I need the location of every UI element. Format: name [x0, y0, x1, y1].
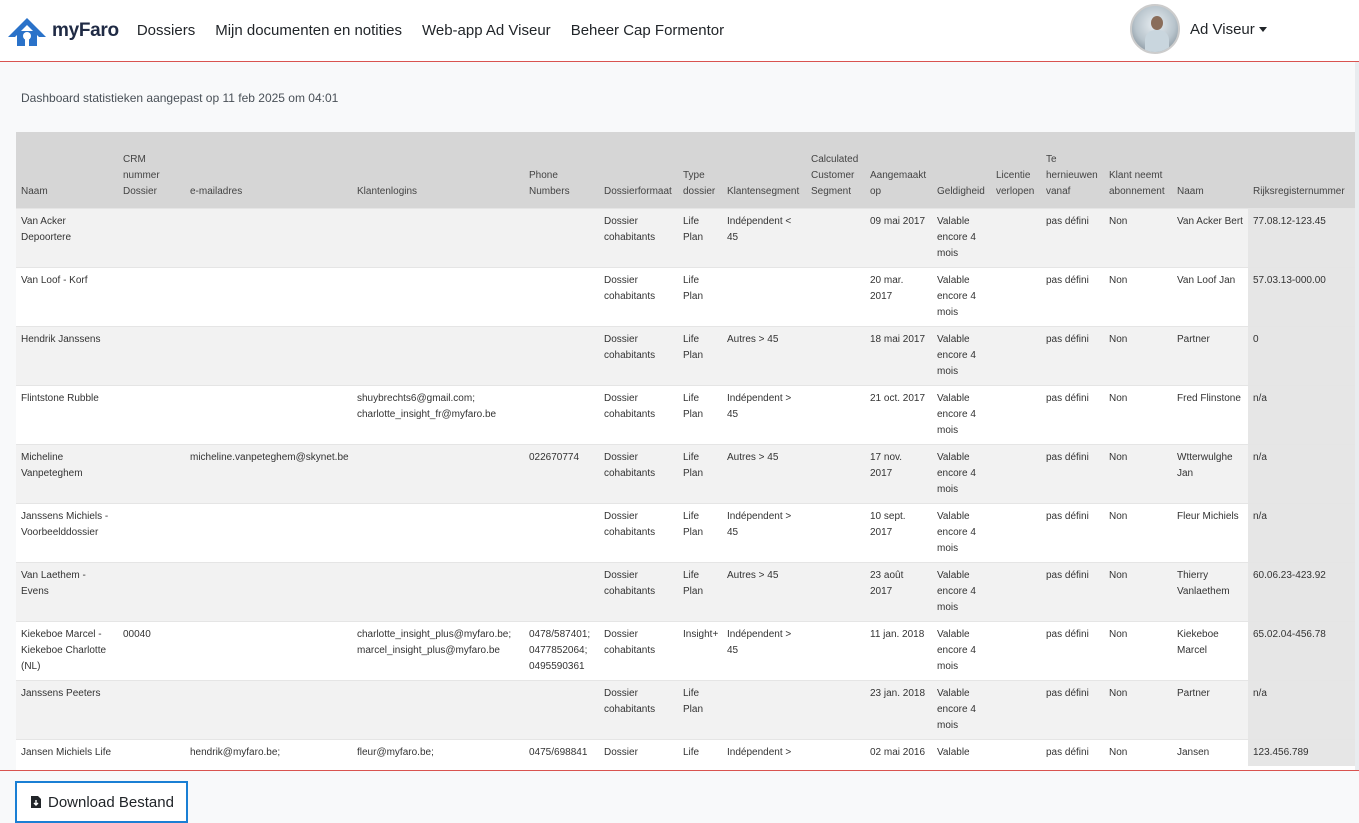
table-cell: Dossier [599, 739, 678, 766]
table-cell: 02 mai 2016 [865, 739, 932, 766]
table-cell: Indépendent < 45 [722, 208, 806, 267]
user-menu[interactable] [1130, 4, 1267, 54]
table-cell: Non [1104, 739, 1172, 766]
main-nav [127, 22, 734, 39]
table-cell [185, 621, 352, 680]
table-row[interactable] [16, 621, 1355, 680]
table-cell [524, 326, 599, 385]
column-header[interactable]: Dossierformaat [599, 132, 678, 208]
table-cell [806, 444, 865, 503]
column-header[interactable]: e-mailadres [185, 132, 352, 208]
table-body [16, 208, 1355, 766]
column-header[interactable]: Phone Numbers [524, 132, 599, 208]
table-cell [118, 326, 185, 385]
table-cell [185, 267, 352, 326]
table-cell [352, 444, 524, 503]
page-scrollbar[interactable] [1355, 62, 1359, 770]
table-cell [352, 208, 524, 267]
table-cell: Life Plan [678, 680, 722, 739]
table-cell: 00040 [118, 621, 185, 680]
table-cell: Fleur Michiels [1172, 503, 1248, 562]
table-cell: Indépendent > [722, 739, 806, 766]
table-cell [352, 562, 524, 621]
table-cell [806, 680, 865, 739]
file-download-icon [30, 795, 42, 809]
table-cell: Indépendent > 45 [722, 385, 806, 444]
table-cell: pas défini [1041, 385, 1104, 444]
table-cell: Kiekeboe Marcel - Kiekeboe Charlotte (NL) [16, 621, 118, 680]
table-row[interactable] [16, 444, 1355, 503]
table-cell: Non [1104, 208, 1172, 267]
table-cell: pas défini [1041, 739, 1104, 766]
table-cell: 18 mai 2017 [865, 326, 932, 385]
table-cell: 0478/587401; 0477852064; 0495590361 [524, 621, 599, 680]
table-cell: Valable encore 4 mois [932, 444, 991, 503]
table-cell: 21 oct. 2017 [865, 385, 932, 444]
table-cell [118, 680, 185, 739]
table-cell: n/a [1248, 503, 1355, 562]
table-row[interactable] [16, 562, 1355, 621]
download-file-button[interactable] [15, 781, 188, 823]
table-cell [806, 385, 865, 444]
table-cell: Valable encore 4 mois [932, 503, 991, 562]
table-cell [185, 680, 352, 739]
table-cell [991, 444, 1041, 503]
table-cell: pas défini [1041, 621, 1104, 680]
table-cell: Partner [1172, 326, 1248, 385]
table-cell: Life Plan [678, 267, 722, 326]
table-cell: Indépendent > 45 [722, 621, 806, 680]
table-cell [991, 503, 1041, 562]
table-cell: Dossier cohabitants [599, 385, 678, 444]
table-cell: 57.03.13-000.00 [1248, 267, 1355, 326]
table-cell: Jansen [1172, 739, 1248, 766]
table-cell: pas défini [1041, 503, 1104, 562]
column-header[interactable]: Naam [16, 132, 118, 208]
table-cell [806, 267, 865, 326]
table-cell: Autres > 45 [722, 444, 806, 503]
table-cell: Jansen Michiels Life [16, 739, 118, 766]
table-cell: pas défini [1041, 680, 1104, 739]
dossier-table [16, 132, 1355, 766]
table-cell [806, 208, 865, 267]
column-header[interactable]: Geldigheid [932, 132, 991, 208]
table-cell: Janssens Michiels - Voorbeelddossier [16, 503, 118, 562]
table-cell: Van Loof Jan [1172, 267, 1248, 326]
column-header[interactable]: Rijksregisternummer [1248, 132, 1355, 208]
table-cell: 77.08.12-123.45 [1248, 208, 1355, 267]
table-cell [991, 267, 1041, 326]
table-cell [185, 385, 352, 444]
table-cell: fleur@myfaro.be; [352, 739, 524, 766]
table-cell: Life Plan [678, 562, 722, 621]
table-cell [806, 739, 865, 766]
table-cell: Van Acker Depoortere [16, 208, 118, 267]
table-cell [185, 326, 352, 385]
user-name-label: Ad Viseur [1190, 20, 1255, 38]
table-cell: Dossier cohabitants [599, 444, 678, 503]
column-header[interactable]: Calculated Customer Segment [806, 132, 865, 208]
brand-name: myFaro [52, 19, 119, 41]
table-cell: Dossier cohabitants [599, 621, 678, 680]
table-cell [524, 680, 599, 739]
myfaro-logo-icon [6, 15, 48, 47]
column-header[interactable]: Aangemaakt op [865, 132, 932, 208]
table-cell: Dossier cohabitants [599, 326, 678, 385]
table-cell [524, 267, 599, 326]
table-row[interactable] [16, 503, 1355, 562]
table-cell: pas défini [1041, 562, 1104, 621]
table-cell: Partner [1172, 680, 1248, 739]
table-cell: Life Plan [678, 444, 722, 503]
column-header[interactable]: Klant neemt abonnement [1104, 132, 1172, 208]
table-cell: Life Plan [678, 326, 722, 385]
table-cell: hendrik@myfaro.be; [185, 739, 352, 766]
table-cell: Life Plan [678, 385, 722, 444]
user-name[interactable] [1190, 21, 1267, 38]
table-cell: Dossier cohabitants [599, 267, 678, 326]
table-cell [991, 739, 1041, 766]
table-cell: Valable encore 4 mois [932, 680, 991, 739]
table-cell [806, 621, 865, 680]
column-header[interactable]: CRM nummer Dossier [118, 132, 185, 208]
column-header[interactable]: Klantenlogins [352, 132, 524, 208]
table-cell: Van Acker Bert [1172, 208, 1248, 267]
column-header[interactable]: Klantensegment [722, 132, 806, 208]
table-cell [352, 680, 524, 739]
table-cell [185, 208, 352, 267]
table-cell: Valable encore 4 mois [932, 621, 991, 680]
table-row[interactable] [16, 326, 1355, 385]
table-cell: Valable encore 4 mois [932, 267, 991, 326]
table-cell: Valable [932, 739, 991, 766]
column-header[interactable]: Type dossier [678, 132, 722, 208]
table-cell: Hendrik Janssens [16, 326, 118, 385]
table-cell: Van Loof - Korf [16, 267, 118, 326]
table-cell [806, 503, 865, 562]
table-cell [118, 385, 185, 444]
table-cell: Non [1104, 444, 1172, 503]
table-row[interactable] [16, 267, 1355, 326]
table-cell [722, 267, 806, 326]
table-cell: 23 jan. 2018 [865, 680, 932, 739]
table-cell: Valable encore 4 mois [932, 385, 991, 444]
nav-documents-notes[interactable]: Mijn documenten en notities [215, 22, 402, 39]
table-cell [806, 326, 865, 385]
caret-down-icon [1259, 27, 1267, 32]
navbar [0, 0, 1359, 62]
table-cell [118, 267, 185, 326]
table-cell: Non [1104, 680, 1172, 739]
table-cell: 17 nov. 2017 [865, 444, 932, 503]
table-cell: Autres > 45 [722, 562, 806, 621]
table-cell [118, 503, 185, 562]
table-cell: 123.456.789 [1248, 739, 1355, 766]
table-cell: Flintstone Rubble [16, 385, 118, 444]
table-cell [991, 562, 1041, 621]
table-row[interactable] [16, 680, 1355, 739]
table-cell: Non [1104, 562, 1172, 621]
nav-webapp[interactable]: Web-app Ad Viseur [421, 22, 551, 39]
table-cell: n/a [1248, 444, 1355, 503]
table-cell: pas défini [1041, 267, 1104, 326]
table-cell: Janssens Peeters [16, 680, 118, 739]
table-header-row [16, 132, 1355, 208]
table-cell: n/a [1248, 385, 1355, 444]
table-cell: Thierry Vanlaethem [1172, 562, 1248, 621]
table-cell: Dossier cohabitants [599, 680, 678, 739]
table-cell [352, 267, 524, 326]
table-cell [524, 208, 599, 267]
table-cell: pas défini [1041, 444, 1104, 503]
table-cell: Non [1104, 267, 1172, 326]
table-cell: Indépendent > 45 [722, 503, 806, 562]
table-cell: 022670774 [524, 444, 599, 503]
table-cell [991, 326, 1041, 385]
table-row[interactable] [16, 385, 1355, 444]
table-cell: Dossier cohabitants [599, 208, 678, 267]
table-cell: pas défini [1041, 326, 1104, 385]
nav-dossiers[interactable]: Dossiers [136, 22, 196, 39]
table-cell [524, 562, 599, 621]
table-cell: Life [678, 739, 722, 766]
avatar[interactable] [1130, 4, 1180, 54]
table-cell: Van Laethem - Evens [16, 562, 118, 621]
table-cell [352, 503, 524, 562]
table-cell [524, 385, 599, 444]
table-cell [118, 208, 185, 267]
table-cell: n/a [1248, 680, 1355, 739]
table-cell: Insight+ [678, 621, 722, 680]
table-cell: shuybrechts6@gmail.com; charlotte_insight_fr@myfaro.be [352, 385, 524, 444]
table-cell: pas défini [1041, 208, 1104, 267]
dossier-table-container [16, 132, 1355, 770]
table-cell: Valable encore 4 mois [932, 326, 991, 385]
table-cell: 11 jan. 2018 [865, 621, 932, 680]
table-cell [991, 385, 1041, 444]
table-cell [352, 326, 524, 385]
table-cell [806, 562, 865, 621]
table-cell: micheline.vanpeteghem@skynet.be [185, 444, 352, 503]
table-cell: Fred Flinstone [1172, 385, 1248, 444]
table-cell: Life Plan [678, 503, 722, 562]
table-cell [118, 739, 185, 766]
table-cell: Autres > 45 [722, 326, 806, 385]
table-cell: Dossier cohabitants [599, 503, 678, 562]
table-cell: 10 sept. 2017 [865, 503, 932, 562]
footer-bar [0, 770, 1359, 823]
table-cell [185, 503, 352, 562]
table-cell: 09 mai 2017 [865, 208, 932, 267]
table-cell: Non [1104, 621, 1172, 680]
table-cell [991, 208, 1041, 267]
table-cell: 0 [1248, 326, 1355, 385]
table-cell: Kiekeboe Marcel [1172, 621, 1248, 680]
table-cell [185, 562, 352, 621]
table-cell: Dossier cohabitants [599, 562, 678, 621]
table-cell: charlotte_insight_plus@myfaro.be; marcel_insight_plus@myfaro.be [352, 621, 524, 680]
nav-beheer[interactable]: Beheer Cap Formentor [570, 22, 725, 39]
table-row[interactable] [16, 739, 1355, 766]
download-label: Download Bestand [48, 793, 174, 811]
stats-updated-text: Dashboard statistieken aangepast op 11 feb 2025 om 04:01 [21, 91, 339, 105]
column-header[interactable]: Te hernieuwen vanaf [1041, 132, 1104, 208]
table-cell: Non [1104, 326, 1172, 385]
table-cell: 23 août 2017 [865, 562, 932, 621]
table-cell [991, 621, 1041, 680]
table-cell: Micheline Vanpeteghem [16, 444, 118, 503]
table-cell [722, 680, 806, 739]
table-cell: 0475/698841 [524, 739, 599, 766]
table-cell: Valable encore 4 mois [932, 208, 991, 267]
table-cell [524, 503, 599, 562]
table-cell [118, 562, 185, 621]
table-cell: Non [1104, 385, 1172, 444]
table-cell [118, 444, 185, 503]
table-cell: Life Plan [678, 208, 722, 267]
table-cell: Valable encore 4 mois [932, 562, 991, 621]
column-header[interactable]: Naam [1172, 132, 1248, 208]
table-cell: 60.06.23-423.92 [1248, 562, 1355, 621]
table-cell: Non [1104, 503, 1172, 562]
table-cell: 65.02.04-456.78 [1248, 621, 1355, 680]
column-header[interactable]: Licentie verlopen [991, 132, 1041, 208]
table-cell [991, 680, 1041, 739]
table-cell: Wtterwulghe Jan [1172, 444, 1248, 503]
brand-logo-link[interactable] [6, 15, 119, 47]
table-cell: 20 mar. 2017 [865, 267, 932, 326]
table-row[interactable] [16, 208, 1355, 267]
